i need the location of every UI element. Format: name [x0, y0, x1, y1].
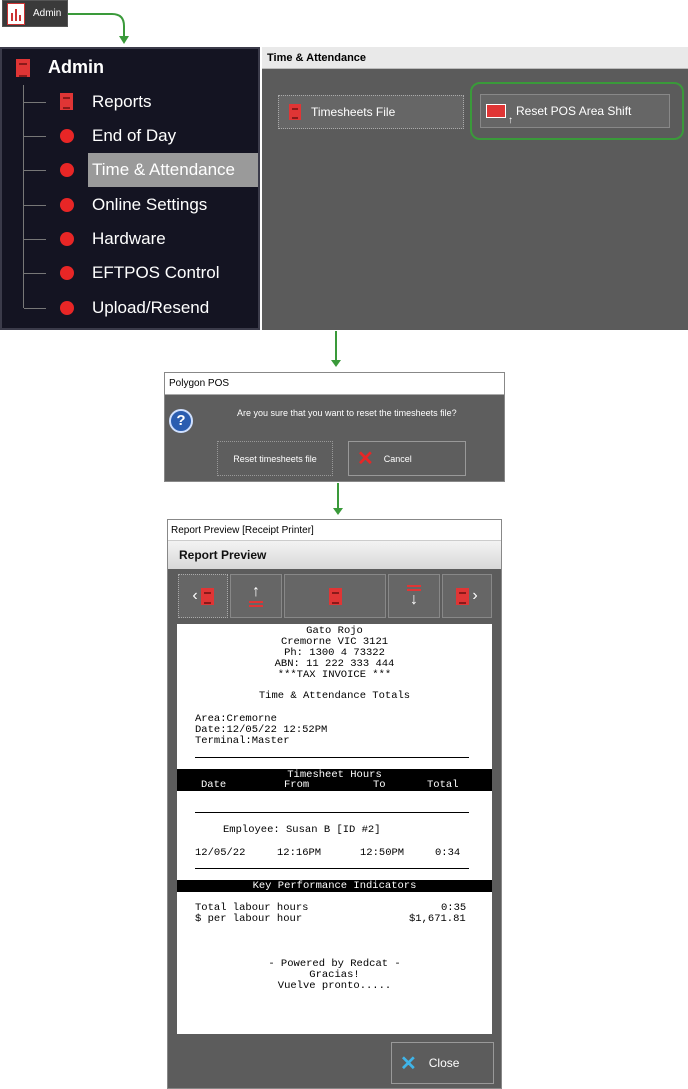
tree-item-hardware[interactable]	[24, 222, 258, 256]
row-to: 12:50PM	[360, 847, 405, 859]
window-title: Report Preview [Receipt Printer]	[168, 520, 501, 541]
kpi-label: $ per labour hour	[195, 913, 303, 925]
red-dot-icon	[60, 129, 74, 143]
receipt-footer-line: - Powered by Redcat -	[268, 958, 401, 970]
tree-item-label: Hardware	[92, 229, 166, 248]
cancel-button[interactable]	[348, 441, 466, 476]
receipt-separator	[195, 757, 469, 758]
receipt-header-line: ***TAX INVOICE ***	[277, 669, 392, 681]
band-title: Timesheet Hours	[287, 769, 382, 781]
chevron-left-icon: ‹	[192, 587, 198, 604]
highlight-ring	[470, 82, 684, 140]
panel-title: Report Preview	[168, 541, 501, 569]
previous-page-button[interactable]	[178, 574, 228, 618]
bar-icon	[407, 585, 421, 587]
tree-item-upload-resend[interactable]	[24, 291, 258, 325]
receipt-footer-line: Vuelve pronto.....	[277, 980, 392, 992]
kpi-value: 0:35	[441, 902, 467, 914]
receipt-employee: Employee: Susan B [ID #2]	[223, 824, 381, 836]
red-dot-icon	[60, 301, 74, 315]
receipt-preview	[177, 624, 492, 1034]
printer-icon	[329, 588, 342, 605]
admin-document-icon	[16, 59, 30, 77]
document-icon	[201, 588, 214, 605]
receipt-header-line: Cremorne VIC 3121	[280, 636, 389, 648]
red-dot-icon	[60, 198, 74, 212]
kpi-label: Total labour hours	[195, 902, 309, 914]
next-page-button[interactable]	[442, 574, 492, 618]
tree-item-label: Online Settings	[92, 195, 208, 214]
button-label: Reset timesheets file	[233, 453, 317, 464]
flow-arrow-3	[337, 483, 339, 508]
tree-item-online-settings[interactable]	[24, 188, 258, 222]
panel-header: Time & Attendance	[262, 47, 688, 69]
row-total: 0:34	[435, 847, 461, 859]
col-total: Total	[427, 779, 459, 791]
col-to: To	[373, 779, 386, 791]
question-icon: ?	[169, 409, 193, 433]
arrow-up-icon: ↑	[252, 583, 260, 600]
tree-item-label: EFTPOS Control	[92, 263, 220, 282]
flow-arrow-2-head	[331, 360, 341, 367]
receipt-area: Area:Cremorne	[195, 713, 277, 725]
button-label: Close	[428, 1056, 460, 1070]
admin-root-label[interactable]: Admin	[48, 57, 104, 77]
admin-tree-panel	[0, 47, 260, 330]
arrow-down-icon: ↓	[410, 591, 418, 608]
confirm-dialog	[164, 372, 505, 482]
scroll-top-button[interactable]	[230, 574, 282, 618]
button-label: Cancel	[383, 453, 412, 464]
dialog-message: Are you sure that you want to reset the timesheets file?	[237, 408, 457, 418]
receipt-footer-line: Gracias!	[309, 969, 360, 981]
dialog-title: Polygon POS	[165, 373, 504, 395]
document-icon	[289, 104, 301, 120]
tree-item-label: End of Day	[92, 126, 177, 145]
button-label: Reset POS Area Shift	[516, 104, 632, 118]
print-button[interactable]	[284, 574, 386, 618]
close-x-icon: ✕	[400, 1052, 417, 1075]
admin-shortcut-button[interactable]	[2, 0, 68, 27]
admin-chart-icon	[7, 3, 25, 25]
timesheets-file-button[interactable]	[278, 95, 464, 129]
tree-item-label: Time & Attendance	[88, 153, 258, 187]
receipt-separator	[195, 812, 469, 813]
timesheet-band	[177, 769, 492, 791]
receipt-header-line: Ph: 1300 4 73322	[284, 647, 385, 659]
chevron-right-icon: ›	[472, 587, 478, 604]
tree-item-label: Reports	[92, 92, 152, 111]
receipt-terminal: Terminal:Master	[195, 735, 290, 747]
row-from: 12:16PM	[277, 847, 322, 859]
close-button[interactable]	[391, 1042, 494, 1084]
col-from: From	[284, 779, 310, 791]
receipt-separator	[195, 868, 469, 869]
receipt-date: Date:12/05/22 12:52PM	[195, 724, 328, 736]
row-date: 12/05/22	[195, 847, 246, 859]
button-label: Timesheets File	[311, 105, 396, 119]
tree-item-label: Upload/Resend	[92, 298, 210, 317]
red-dot-icon	[60, 266, 74, 280]
tree-item-eftpos-control[interactable]	[24, 256, 258, 290]
bar-icon	[249, 601, 263, 603]
scroll-bottom-button[interactable]	[388, 574, 440, 618]
reset-timesheets-button[interactable]	[217, 441, 333, 476]
col-date: Date	[201, 779, 227, 791]
tree-item-end-of-day[interactable]	[24, 119, 258, 153]
close-x-icon: ✕	[357, 447, 374, 470]
red-dot-icon	[60, 163, 74, 177]
kpi-value: $1,671.81	[409, 913, 466, 925]
report-preview-window	[167, 519, 502, 1089]
tree-item-time-attendance[interactable]	[24, 153, 258, 187]
flow-arrow-3-head	[333, 508, 343, 515]
tree-item-reports[interactable]	[24, 85, 258, 119]
document-icon	[456, 588, 469, 605]
document-icon	[60, 93, 73, 110]
flow-arrow-1	[60, 8, 140, 48]
receipt-header-line: ABN: 11 222 333 444	[274, 658, 395, 670]
admin-shortcut-label: Admin	[33, 8, 62, 19]
flow-arrow-2	[335, 331, 337, 360]
band-title: Key Performance Indicators	[252, 880, 417, 892]
kpi-band	[177, 880, 492, 892]
red-dot-icon	[60, 232, 74, 246]
receipt-section-title: Time & Attendance Totals	[258, 690, 411, 702]
receipt-header-line: Gato Rojo	[306, 625, 363, 637]
